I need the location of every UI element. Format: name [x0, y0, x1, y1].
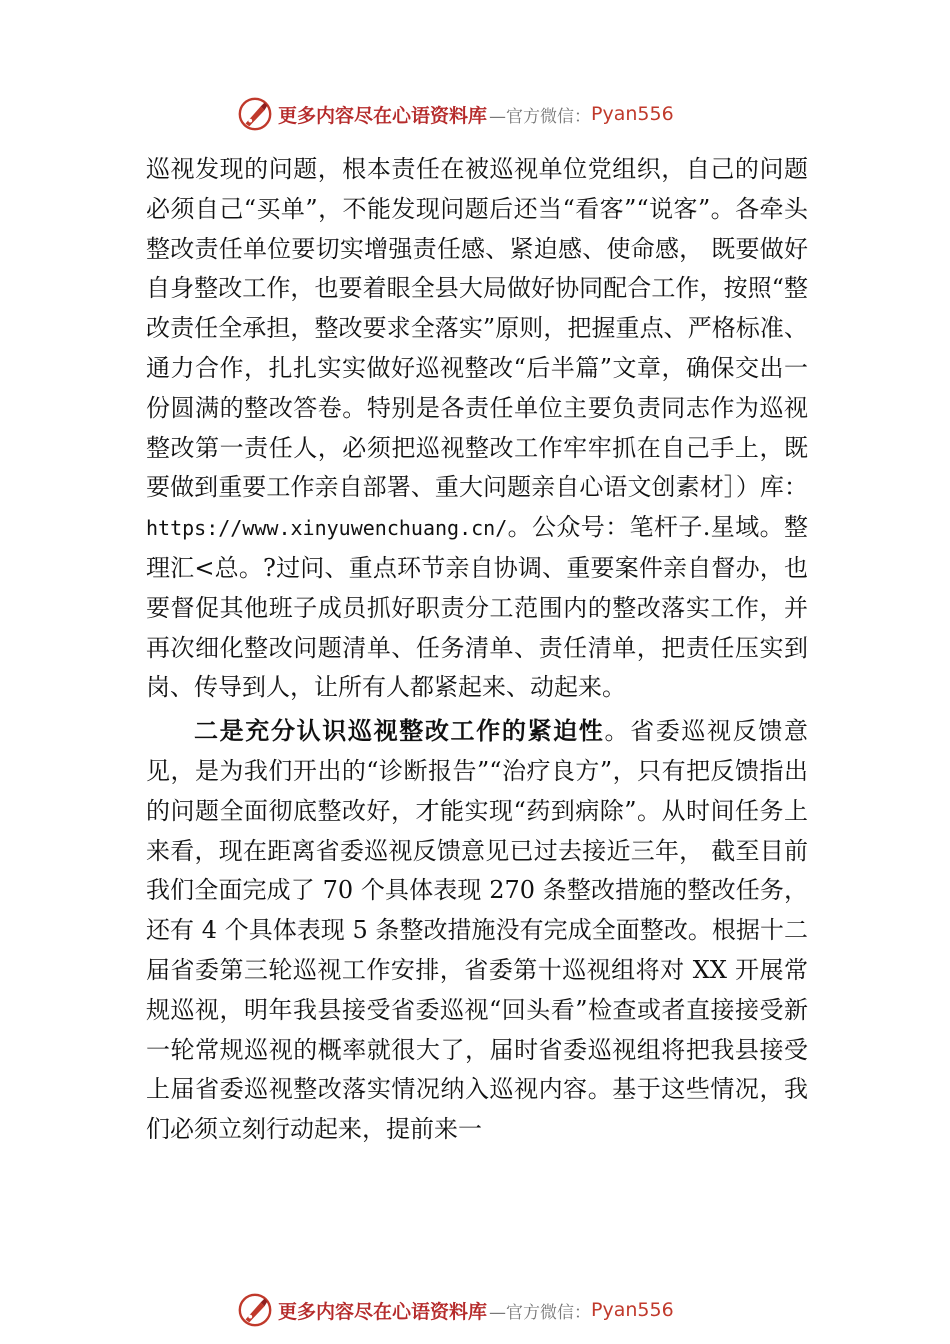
paragraph-2-text: 。省委巡视反馈意见，是为我们开出的“诊断报告”“治疗良方”，只有把反馈指出的问题全面彻底整改好，才能实现“药到病除”。从时间任务上来看，现在距离省委巡视反馈意见已过去接近三年， 截至目前我们全面完成了 70 个具体表现 270 条整改措施的整改任务，还有 4 个具体表现 5 条整改措施没有完成全面整改。根据十二届省委第三轮巡视工作安排，省委第十巡视组将对 XX 开展常规巡视，明年我县接受省委巡视“回头看”检查或者直接接受新一轮常规巡视的概率就很大了，届时省委巡视组将把我县接受上届省委巡视整改落实情况纳入巡视内容。基于这些情况，我们必须立刻行动起来，提前来一 — [146, 717, 809, 1144]
paragraph-1-text-b: 。公众号：笔杆子.星域。整理汇<总。?过问、重点环节亲自协调、重要案件亲自督办，也要督促其他班子成员抓好职责分工范围内的整改落实工作，并再次细化整改问题清单、任务清单、责任清单，把责任压实到岗、传导到人，让所有人都紧起来、动起来。 — [146, 513, 808, 702]
paragraph-1-url-b: www.xinyuwenchuang.cn/ — [242, 516, 508, 541]
footer-watermark-banner — [236, 1290, 756, 1330]
paragraph-1 — [146, 150, 808, 708]
banner-main-text: 更多内容尽在心语资料库 — [278, 104, 488, 127]
banner-wechat-id: Pyan556 — [591, 103, 674, 125]
paragraph-1-url-a: https:// — [146, 516, 243, 541]
header-watermark-banner — [236, 94, 756, 134]
banner-wechat-id: Pyan556 — [591, 1299, 674, 1321]
paragraph-2-lead: 二是充分认识巡视整改工作的紧迫性 — [194, 717, 605, 746]
pen-nib-logo-icon — [236, 1291, 274, 1329]
pen-nib-logo-icon — [236, 95, 274, 133]
banner-wechat-label: —官方微信： — [489, 1302, 592, 1323]
banner-wechat-label: —官方微信： — [489, 106, 592, 127]
paragraph-2 — [146, 712, 808, 1150]
document-body — [146, 150, 808, 1150]
paragraph-1-text-a: 巡视发现的问题，根本责任在被巡视单位党组织，自己的问题必须自己“买单”，不能发现问题后还当“看客”“说客”。各牵头整改责任单位要切实增强责任感、紧迫感、使命感， 既要做好自身整改工作，也要着眼全县大局做好协同配合工作，按照“整改责任全承担，整改要求全落实”原则，把握重点、严格标准、通力合作，扎扎实实做好巡视整改“后半篇”文章，确保交出一份圆满的整改答卷。特别是各责任单位主要负责同志作为巡视整改第一责任人，必须把巡视整改工作牢牢抓在自己手上，既要做到重要工作亲自部署、重大问题亲自心语文创素材］）库： — [146, 155, 808, 502]
banner-main-text: 更多内容尽在心语资料库 — [278, 1300, 488, 1323]
